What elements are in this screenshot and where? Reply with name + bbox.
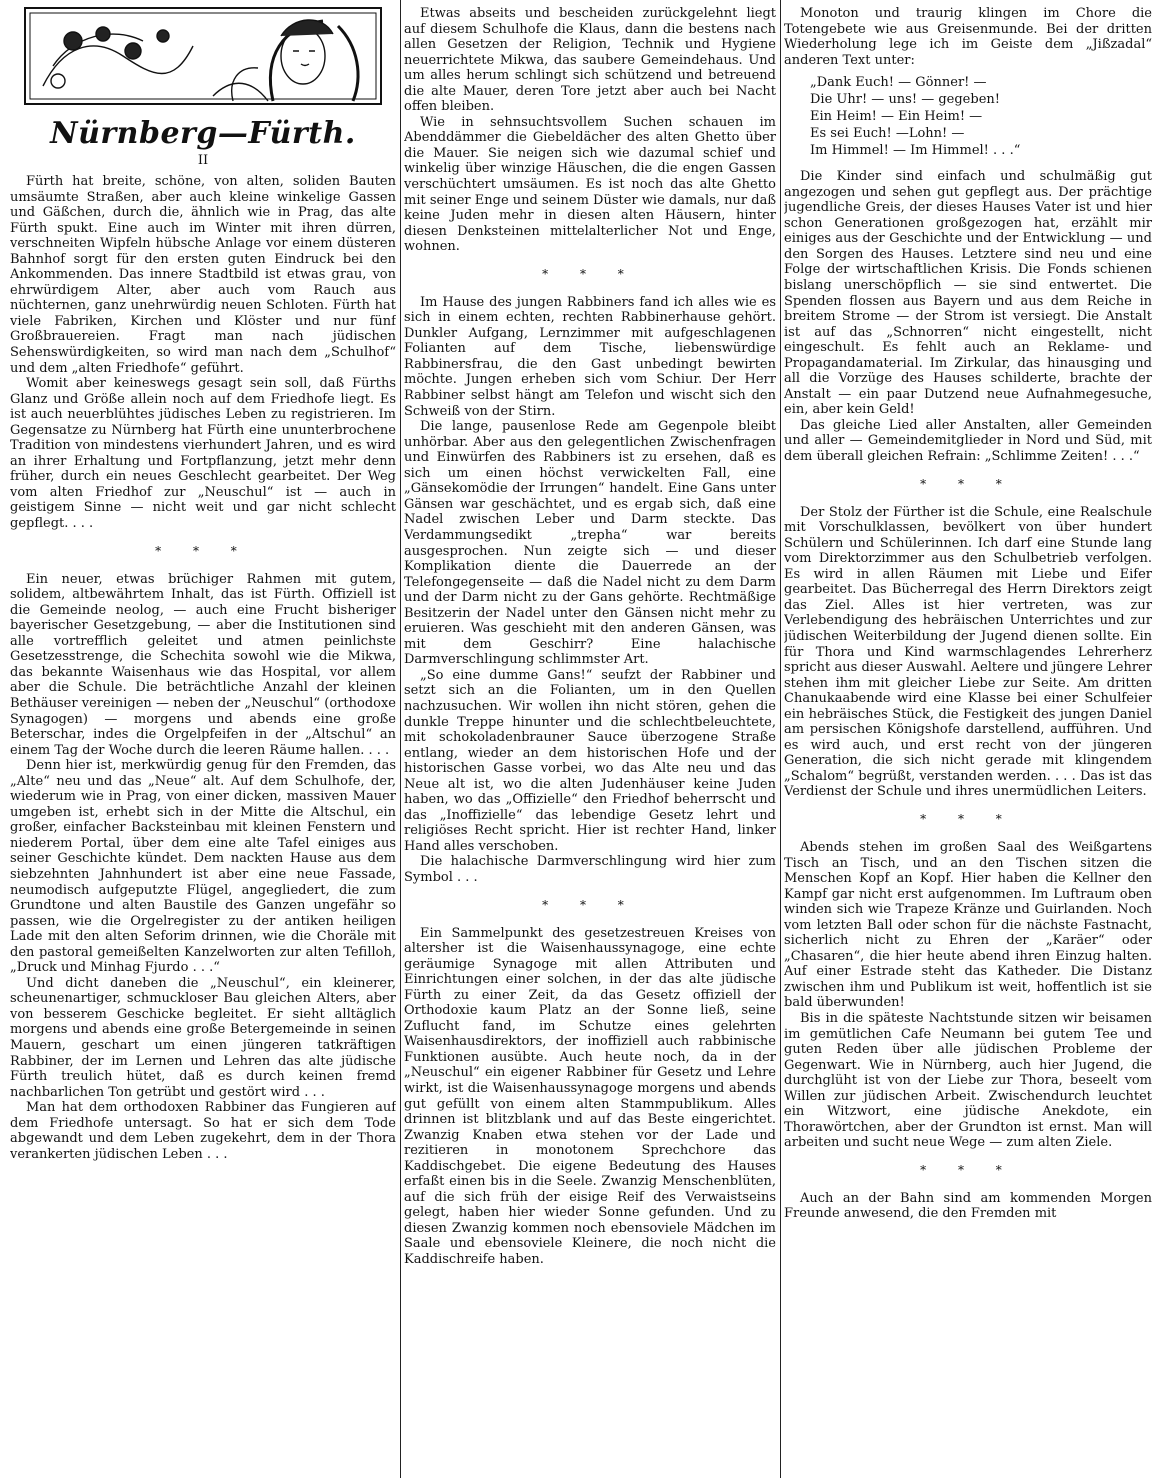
kaddish-verse [810,74,1152,159]
section-separator: * * * [542,897,638,912]
paragraph: Das gleiche Lied aller Anstalten, aller Gemeinden und aller — Gemeindemitglieder in Nord und Süd, mit dem überall gleichen Refrain: „Schlimme Zeiten! . . .“ [784,417,1152,465]
paragraph: Und dicht daneben die „Neuschul“, ein kleinerer, scheunenartiger, schmuckloser Bau gleichen Alters, aber von besserem Geschicke begleitet. Er sieht alltäglich morgens und abends eine große Betergemeinde in seinen Mauern, geschart um einen jüngeren tatkräftigen Rabbiner, der im Lernen und Lehren das alte jüdische Fürth treulich hütet, daß es durch keinen fremd nachbarlichen Ton getrübt und gestört wird . . . [10,975,396,1100]
verse-line: Ein Heim! — Ein Heim! — [810,109,983,125]
section-separator: * * * [920,476,1016,491]
paragraph: Im Hause des jungen Rabbiners fand ich alles wie es sich in einem echten, rechten Rabbinerhause gehört. Dunkler Aufgang, Lernzimmer mit aufgeschlagenen Folianten auf dem Tische, liebenswürdige Rabbinersfrau, die den Gast unbedingt bewirten möchte. Jungen erheben sich vom Schiur. Der Herr Rabbiner selbst hängt am Telefon und wischt sich den Schweiß von der Stirn. [404,294,776,419]
paragraph: Abends stehen im großen Saal des Weißgartens Tisch an Tisch, und an den Tischen sitzen die Menschen Kopf an Kopf. Hier haben die Kellner den Kampf gar nicht erst aufgenommen. Im Luftraum oben winden sich wie Trapeze Kränze und Guirlanden. Noch vom letzten Ball oder schon für die nächste Fastnacht, sicherlich nicht zu Ehren der „Karäer“ oder „Chasaren“, die hier heute abend ihren Einzug halten. Auf einer Estrade steht das Katheder. Die Distanz zwischen ihm und Publikum ist weit, hoffentlich ist sie bald überwunden! [784,839,1152,1011]
article-part-number: II [197,153,209,168]
column-rule [400,0,401,1478]
article-title: Nürnberg—Fürth. [50,116,356,151]
verse-line: „Dank Euch! — Gönner! — [810,75,987,91]
paragraph: Womit aber keineswegs gesagt sein soll, daß Fürths Glanz und Größe allein noch auf dem Friedhofe liegt. Es ist auch neuerblühtes jüdisches Leben zu registrieren. Im Gegensatze zu Nürnberg hat Fürth eine ununterbrochene Tradition von mindestens vierhundert Jahren, und es wird an ihrer Erhaltung und Fortpflanzung, jetzt mehr denn früher, durch ein neues Geschlecht gearbeitet. Der Weg vom alten Friedhof zur „Neuschul“ ist — auch in geistigem Sinne — nicht weit und gar nicht schlecht gepflegt. . . . [10,376,396,532]
paragraph: Fürth hat breite, schöne, von alten, soliden Bauten umsäumte Straßen, aber auch kleine winkelige Gassen und Gäßchen, durch die, ähnlich wie in Prag, das alte Fürth spukt. Eine auch im Winter mit ihren dürren, verschneiten Wipfeln hübsche Anlage vor einem düsteren Bahnhof sorgt für den ersten guten Eindruck bei den Ankommenden. Das innere Stadtbild ist etwas grau, von ehrwürdigem Alter, aber auch vom Rauch aus nüchternen, ganz unehrwürdig neuen Schloten. Fürth hat viele Fabriken, Kirchen und Klöster und nur fünf Großbrauereien. Fragt man nach jüdischen Sehenswürdigkeiten, so wird man nach dem „Schulhof“ und dem „alten Friedhofe“ geführt. [10,174,396,376]
paragraph: Etwas abseits und bescheiden zurückgelehnt liegt auf diesem Schulhofe die Klaus, dann die bestens nach allen Gesetzen der Religion, Technik und Hygiene neuerrichtete Mikwa, das saubere Gemeindehaus. Und um alles herum schlingt sich schützend und betreuend die alte Mauer, deren Tore jetzt aber auch bei Nacht offen bleiben. [404,6,776,115]
paragraph: Auch an der Bahn sind am kommenden Morgen Freunde anwesend, die den Fremden mit [784,1190,1152,1222]
paragraph: Die halachische Darmverschlingung wird hier zum Symbol . . . [404,854,776,885]
art-nouveau-woman-portrait-icon [23,6,383,106]
section-separator: * * * [155,543,251,558]
paragraph: Man hat dem orthodoxen Rabbiner das Fungieren auf dem Friedhofe untersagt. So hat er sich dem Tode abgewandt und dem Leben zugekehrt, dem in der Thora verankerten jüdischen Leben . . . [10,1100,396,1162]
paragraph: Der Stolz der Fürther ist die Schule, eine Realschule mit Vorschulklassen, bevölkert von über hundert Schülern und Schülerinnen. Ich darf eine Stunde lang vom Direktorzimmer aus den Schulbetrieb verfolgen. Es wird in allen Räumen mit Liebe und Eifer gearbeitet. Das Bücherregal des Herrn Direktors zeigt das Ziel. Alles ist hier vertreten, was zur Verlebendigung des hebräischen Unterrichtes und zur jüdischen Weiterbildung der Jugend dienen sollte. Ein für Thora und Kind warmschlagendes Lehrerherz spricht aus dieser Auswahl. Aeltere und jüngere Lehrer stehen ihm mit gleicher Liebe zur Seite. Am dritten Chanukaabende wird eine Klasse bei einer Schulfeier ein hebräisches Stück, die Festigkeit des jungen Daniel am persischen Königshofe darstellend, aufführen. Und es wird auch, und erst recht von der jüngeren Generation, die sich nicht gerade mit klingendem „Schalom“ begrüßt, verstanden werden. . . . Das ist das Verdienst der Schule und ihres unermüdlichen Leiters. [784,504,1152,800]
paragraph: Wie in sehnsuchtsvollem Suchen schauen im Abenddämmer die Giebeldächer des alten Ghetto über die Mauer. Sie neigen sich wie dazumal schief und winkelig über winzige Häuschen, die die engen Gassen verschüchtert umsäumen. Es ist noch das alte Ghetto mit seiner Enge und seinem Düster wie damals, nur daß keine Juden mehr in diesen alten Häusern, hinter diesen Denksteinen mittelalterlicher Not und Enge, wohnen. [404,114,776,255]
paragraph: Die Kinder sind einfach und schulmäßig gut angezogen und sehen gut gepflegt aus. Der prächtige jugendliche Greis, der dieses Hauses Vater ist und hier schon Generationen großgezogen hat, erzählt mir einiges aus der Geschichte und der Entwicklung — und den Sorgen des Hauses. Letztere sind neu und eine Folge der wirtschaftlichen Krisis. Die Fonds schienen bislang unerschöpflich — sie sind entwertet. Die Spenden flossen aus Bayern und aus dem Reiche in breitem Strome — der Strom ist versiegt. Die Anstalt ist auf das „Schnorren“ nicht eingestellt, nicht eingeschult. Es fehlt auch an Reklame- und Propagandamaterial. Im Zirkular, das hinausging und all die Vorzüge des Hauses schilderte, brachte der Anstalt — ein paar Dutzend neue Aufnahmegesuche, ein, aber kein Geld! [784,169,1152,418]
section-separator: * * * [920,1162,1016,1177]
paragraph: Monoton und traurig klingen im Chore die Totengebete wie aus Greisenmunde. Bei der dritten Wiederholung lege ich im Geiste dem „Jißzadal“ anderen Text unter: [784,6,1152,68]
section-separator: * * * [542,266,638,281]
paragraph: Bis in die späteste Nachtstunde sitzen wir beisamen im gemütlichen Cafe Neumann bei gutem Tee und guten Reden über alle jüdischen Probleme der Gegenwart. Wie in Nürnberg, auch hier Jugend, die durchglüht ist von der Liebe zur Thora, beseelt vom Willen zur jüdischen Arbeit. Zwischendurch leuchtet ein Witzwort, eine jüdische Anekdote, ein Thorawörtchen, aber der Grundton ist ernst. Man will arbeiten und sucht neue Wege — zum alten Ziele. [784,1010,1152,1151]
paragraph: Die lange, pausenlose Rede am Gegenpole bleibt unhörbar. Aber aus den gelegentlichen Zwischenfragen und Einwürfen des Rabbiners ist zu ersehen, daß es sich um einen höchst verwickelten Fall, eine „Gänsekomödie der Irrungen“ handelt. Eine Gans unter Gänsen war geschächtet, und es ergab sich, daß eine Nadel zwischen Leber und Darm steckte. Das Verdammungsedikt „trepha“ war bereits ausgesprochen. Nun zeigte sich — und dieser Komplikation diente die Dauerrede an der Telefongegenseite — daß die Nadel nicht zu dem Darm und der Darm nicht zu der Gans gehörte. Rechtmäßige Besitzerin der Nadel unter den Gänsen nicht mehr zu eruieren. Was geschieht mit den anderen Gänsen, was mit dem Geschirr? Eine halachische Darmverschlingung schlimmster Art. [404,419,776,668]
verse-line: Die Uhr! — uns! — gegeben! [810,92,1000,108]
column-3 [784,6,1152,1472]
paragraph: Ein Sammelpunkt des gesetzestreuen Kreises von altersher ist die Waisenhaussynagoge, eine echte geräumige Synagoge mit allen Attributen und Einrichtungen einer solchen, in der das alte jüdische Fürth zu einer Zeit, da das Gesetz offiziell der Orthodoxie kaum Platz an der Sonne ließ, seine Zuflucht fand, im Schutze eines gelehrten Waisenhausdirektors, der inoffiziell auch rabbinische Funktionen ausübte. Auch heute noch, da in der „Neuschul“ ein eigener Rabbiner für Gesetz und Lehre wirkt, ist die Waisenhaussynagoge morgens und abends gut gefüllt von einem alten Stammpublikum. Alles drinnen ist blitzblank und auf das Beste eingerichtet. Zwanzig Knaben etwa stehen vor der Lade und rezitieren in monotonem Sprechchore das Kaddischgebet. Die eigene Bedeutung des Hauses erfaßt einen bis in die Seele. Zwanzig Menschenblüten, auf die sich früh der eisige Reif des Verwaistseins gelegt, haben hier wieder Sonne gefunden. Und zu diesen Zwanzig kommen noch ebensoviele Mädchen im Saale und ebensoviele Kleinere, die noch nicht die Kaddischreife haben. [404,925,776,1268]
column-1 [10,6,396,1472]
verse-line: Im Himmel! — Im Himmel! . . .“ [810,143,1021,159]
verse-line: Es sei Euch! —Lohn! — [810,126,965,142]
column-rule [780,0,781,1478]
paragraph: „So eine dumme Gans!“ seufzt der Rabbiner und setzt sich an die Folianten, um in den Quellen nachzusuchen. Wir wollen ihn nicht stören, gehen die dunkle Treppe hinunter und die schlechtbeleuchtete, mit schokoladenbrauner Sauce überzogene Straße entlang, wieder an dem historischen Hofe und der historischen Gasse vorbei, wo das Alte neu und das Neue alt ist, wo die alten Judenhäuser keine Juden haben, wo das „Offizielle“ den Friedhof beherrscht und das „Inoffizielle“ das lebendige Gesetz lehrt und religiöses Recht spricht. Hier ist rechter Hand, linker Hand alles verschoben. [404,667,776,854]
section-separator: * * * [920,811,1016,826]
paragraph: Denn hier ist, merkwürdig genug für den Fremden, das „Alte“ neu und das „Neue“ alt. Auf dem Schulhofe, der, wiederum wie in Prag, von einer dicken, massiven Mauer umgeben ist, erhebt sich in der Mitte die Altschul, ein großer, einfacher Backsteinbau mit kleinen Fenstern und niederem Portal, über dem eine alte Tafel einiges aus seiner Geschichte kündet. Dem nackten Hause aus dem siebzehnten Jahnhundert ist aber eine neue Fassade, neumodisch aufgeputzte Flügel, angegliedert, die zum Grundtone und alten Baustile des Ganzen ungefähr so passen, wie die Orgelregister zu der antiken heiligen Lade mit den alten Seforim drinnen, wie die Choräle mit den pastoral gemeißelten Kanzelworten zur alten Tefilloh, „Druck und Minhag Fjurdo . . .“ [10,758,396,976]
paragraph: Ein neuer, etwas brüchiger Rahmen mit gutem, solidem, altbewährtem Inhalt, das ist Fürth. Offiziell ist die Gemeinde neolog, — auch eine Frucht bisheriger bayerischer Gesetzgebung, — aber die Institutionen sind alle vortrefflich geleitet und atmen peinlichste Gesetzesstrenge, die Schechita sowohl wie die Mikwa, das bekannte Waisenhaus wie das Hospital, vor allem aber die Schule. Die beträchtliche Anzahl der kleinen Bethäuser vereinigen — neben der „Neuschul“ (orthodoxe Synagogen) — morgens und abends eine große Beterschar, indes die Orgelpfeifen in der „Altschul“ an einem Tag der Woche durch die leeren Räume hallen. . . . [10,571,396,758]
column-2 [404,6,776,1472]
